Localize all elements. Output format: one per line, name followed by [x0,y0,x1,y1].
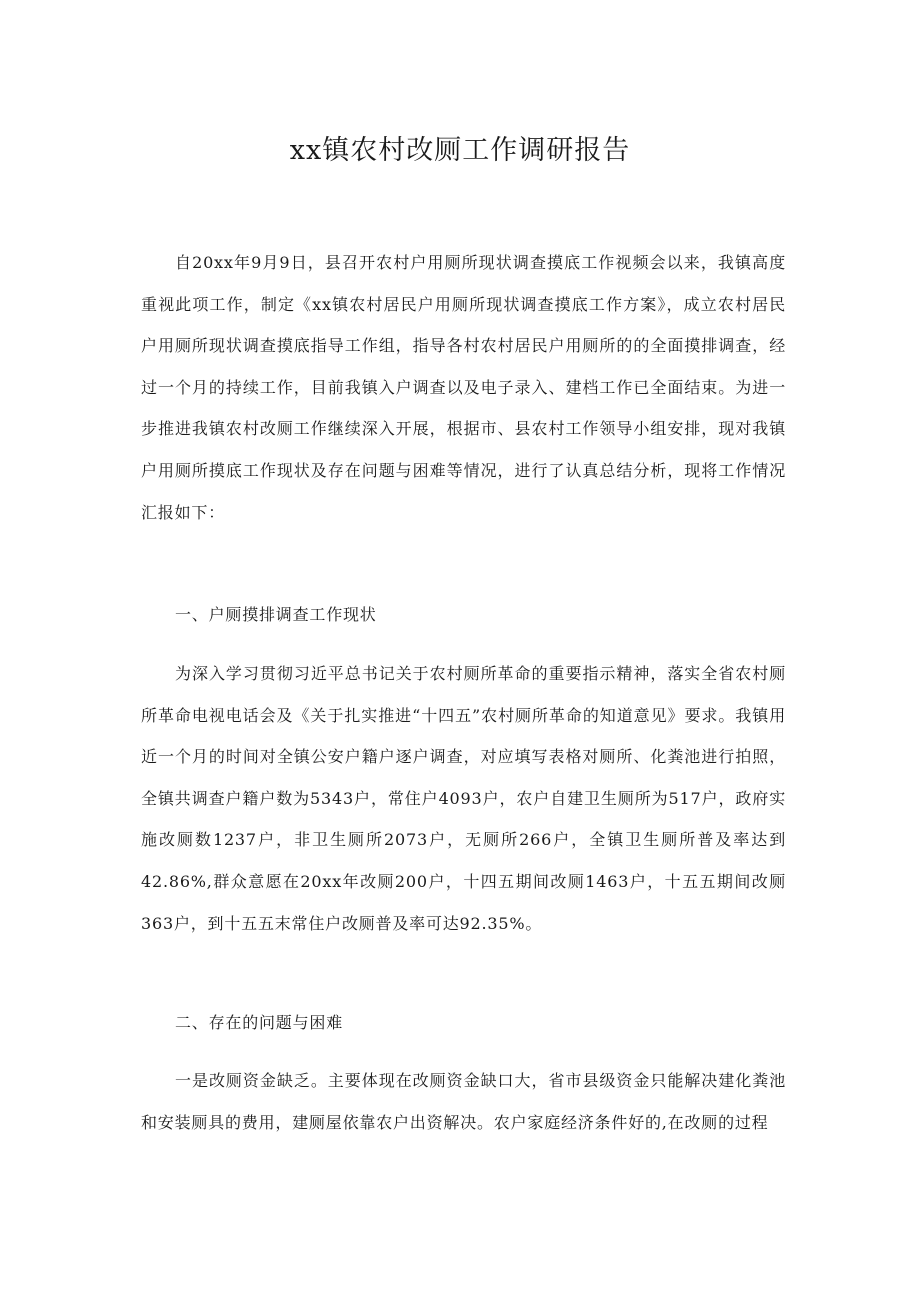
document-title: xx镇农村改厕工作调研报告 [289,135,631,166]
section1-heading: 一、户厕摸排调查工作现状 [175,605,377,624]
section2-heading: 二、存在的问题与困难 [175,1013,344,1032]
section2-paragraph: 一是改厕资金缺乏。主要体现在改厕资金缺口大，省市县级资金只能解决建化粪池和安装厕具的费用，建厕屋依靠农户出资解决。农户家庭经济条件好的,在改厕的过程 [141,1071,786,1132]
intro-paragraph: 自20xx年9月9日，县召开农村户用厕所现状调查摸底工作视频会以来，我镇高度重视此项工作，制定《xx镇农村居民户用厕所现状调查摸底工作方案》，成立农村居民户用厕所现状调查摸底指导工作组，指导各村农村居民户用厕所的的全面摸排调查，经过一个月的持续工作，目前我镇入户调查以及电子录入、建档工作已全面结束。为进一步推进我镇农村改厕工作继续深入开展，根据市、县农村工作领导小组安排，现对我镇户用厕所摸底工作现状及存在问题与困难等情况，进行了认真总结分析，现将工作情况汇报如下： [141,253,786,522]
section1-paragraph: 为深入学习贯彻习近平总书记关于农村厕所革命的重要指示精神，落实全省农村厕所革命电视电话会及《关于扎实推进“十四五”农村厕所革命的知道意见》要求。我镇用近一个月的时间对全镇公安户籍户逐户调查，对应填写表格对厕所、化粪池进行拍照，全镇共调查户籍户数为5343户，常住户4093户，农户自建卫生厕所为517户，政府实施改厕数1237户，非卫生厕所2073户，无厕所266户，全镇卫生厕所普及率达到42.86%,群众意愿在20xx年改厕200户，十四五期间改厕1463户，十五五期间改厕363户，到十五五末常住户改厕普及率可达92.35%。 [141,664,786,933]
